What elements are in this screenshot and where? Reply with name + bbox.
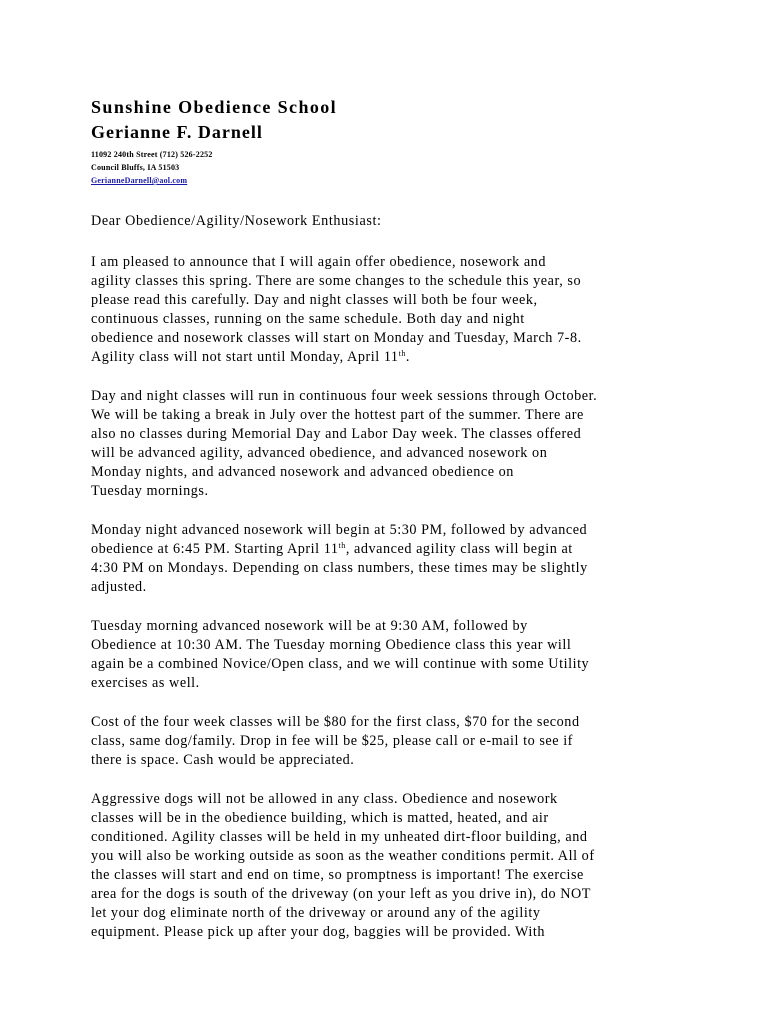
text-line: will be advanced agility, advanced obedience, and advanced nosework on (91, 445, 548, 461)
text-line: adjusted. (91, 579, 147, 595)
text-line: equipment. Please pick up after your dog, baggies will be provided. With (91, 924, 546, 940)
text-line (91, 348, 691, 367)
text-line: Obedience at 10:30 AM. The Tuesday morning Obedience class this year will (91, 637, 572, 653)
text-fragment: Agility class will not start until Monday, April 11 (91, 349, 399, 365)
text-line: area for the dogs is south of the driveway (on your left as you drive in), do NOT (91, 886, 592, 902)
text-fragment: obedience at 6:45 PM. Starting April 11 (91, 541, 339, 557)
paragraph-intro (91, 253, 691, 367)
text-fragment: . (405, 349, 411, 365)
city-line: Council Bluffs, IA 51503 (91, 163, 180, 172)
text-line: agility classes this spring. There are some changes to the schedule this year, so (91, 273, 582, 289)
school-name: Sunshine Obedience School (91, 97, 338, 117)
letter-page (91, 95, 691, 962)
text-line: conditioned. Agility classes will be held in my unheated dirt-floor building, and (91, 829, 588, 845)
text-line: let your dog eliminate north of the driveway or around any of the agility (91, 905, 541, 921)
text-line: Aggressive dogs will not be allowed in any class. Obedience and nosework (91, 791, 558, 807)
text-line: We will be taking a break in July over the hottest part of the summer. There are (91, 407, 584, 423)
text-line: exercises as well. (91, 675, 200, 691)
text-line: again be a combined Novice/Open class, and we will continue with some Utility (91, 656, 590, 672)
text-line: Tuesday mornings. (91, 483, 209, 499)
paragraph-schedule (91, 387, 691, 501)
text-line: there is space. Cash would be appreciated. (91, 752, 355, 768)
paragraph-monday (91, 521, 691, 597)
email-link[interactable]: GerianneDarnell@aol.com (91, 176, 188, 185)
text-line: you will also be working outside as soon as the weather conditions permit. All of (91, 848, 595, 864)
text-line: I am pleased to announce that I will again offer obedience, nosework and (91, 254, 546, 270)
person-name: Gerianne F. Darnell (91, 122, 263, 142)
text-line (91, 540, 691, 559)
address-line: 11092 240th Street (712) 526-2252 (91, 150, 213, 159)
text-line: Tuesday morning advanced nosework will be at 9:30 AM, followed by (91, 618, 528, 634)
text-line: class, same dog/family. Drop in fee will be $25, please call or e-mail to see if (91, 733, 573, 749)
text-line: 4:30 PM on Mondays. Depending on class numbers, these times may be slightly (91, 560, 588, 576)
paragraph-rules (91, 790, 691, 942)
text-line: continuous classes, running on the same schedule. Both day and night (91, 311, 525, 327)
text-line: obedience and nosework classes will start on Monday and Tuesday, March 7-8. (91, 330, 582, 346)
text-line: Monday night advanced nosework will begin at 5:30 PM, followed by advanced (91, 522, 588, 538)
paragraph-tuesday (91, 617, 691, 693)
text-line: please read this carefully. Day and night classes will both be four week, (91, 292, 538, 308)
salutation: Dear Obedience/Agility/Nosework Enthusiast: (91, 213, 382, 229)
text-fragment: , advanced agility class will begin at (345, 541, 573, 557)
text-line: the classes will start and end on time, so promptness is important! The exercise (91, 867, 584, 883)
ordinal-suffix: th (338, 541, 346, 550)
text-line: also no classes during Memorial Day and Labor Day week. The classes offered (91, 426, 582, 442)
text-line: classes will be in the obedience building, which is matted, heated, and air (91, 810, 549, 826)
paragraph-cost (91, 713, 691, 770)
ordinal-suffix: th (398, 349, 406, 358)
text-line: Cost of the four week classes will be $80 for the first class, $70 for the second (91, 714, 580, 730)
text-line: Day and night classes will run in continuous four week sessions through October. (91, 388, 598, 404)
text-line: Monday nights, and advanced nosework and advanced obedience on (91, 464, 514, 480)
